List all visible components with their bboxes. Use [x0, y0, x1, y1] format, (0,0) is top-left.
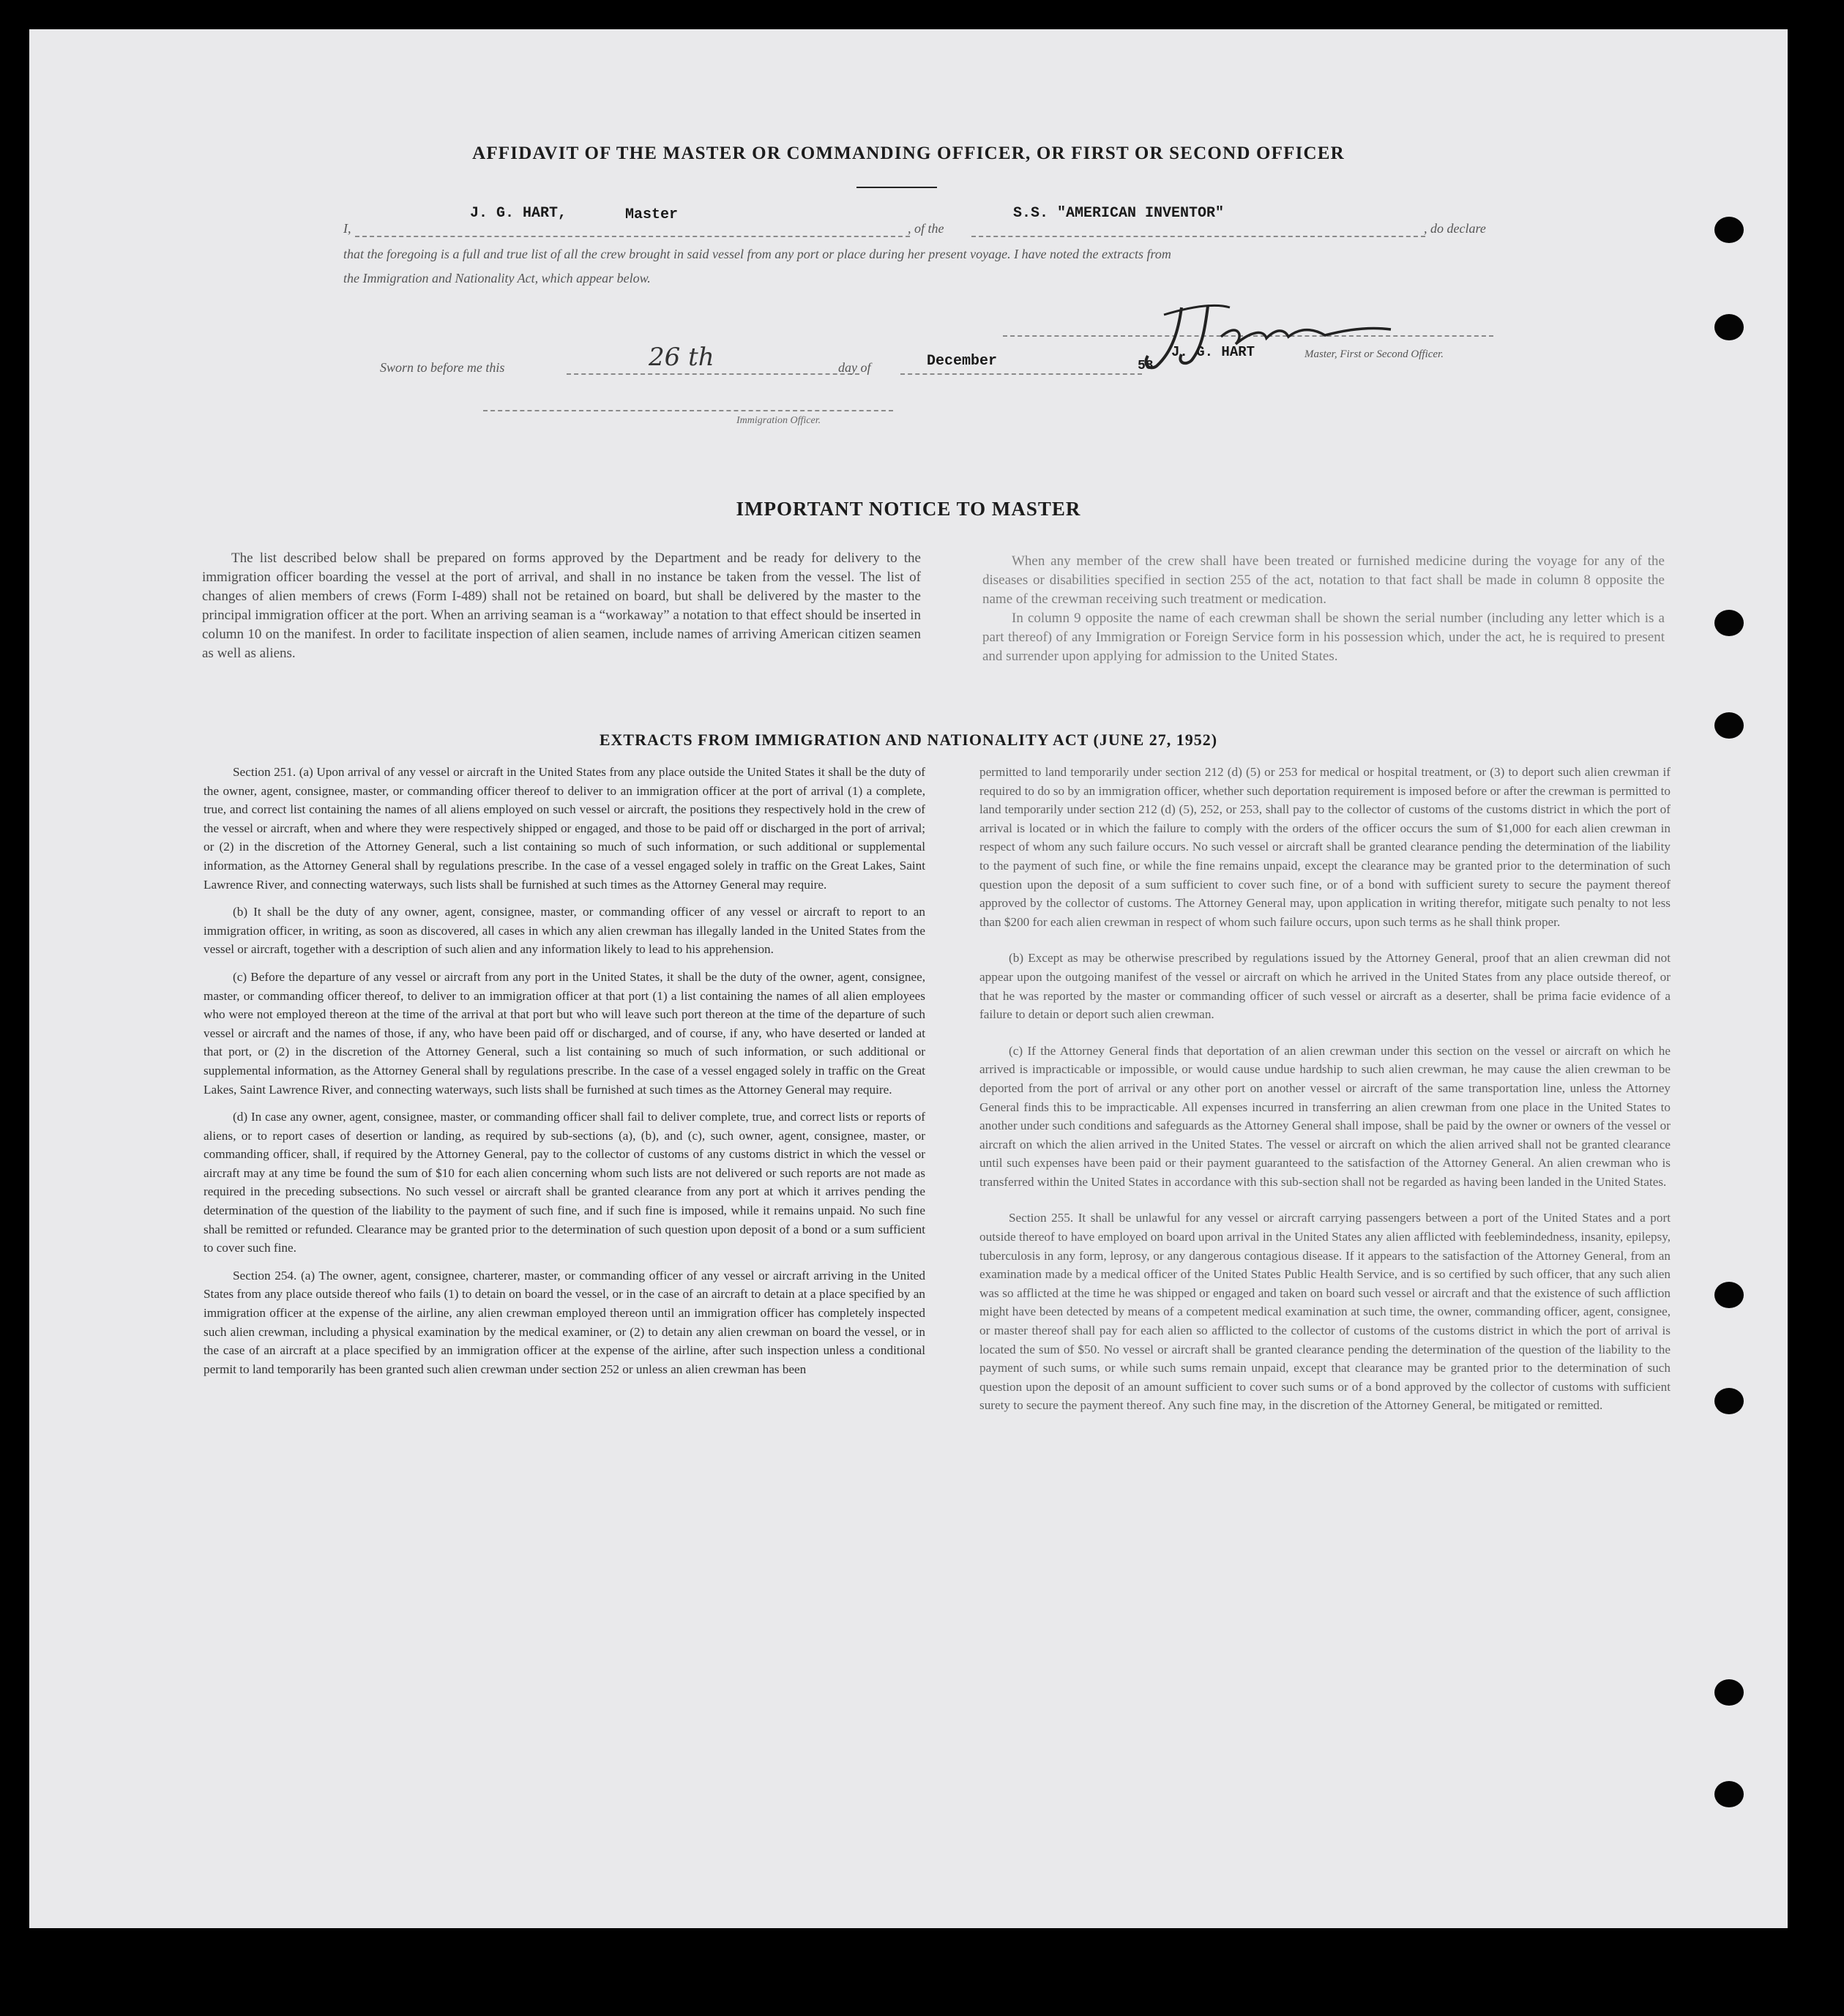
- extracts-title: EXTRACTS FROM IMMIGRATION AND NATIONALITY ACT (JUNE 27, 1952): [599, 731, 1218, 749]
- notice-right-paragraph-1: When any member of the crew shall have been treated or furnished medicine during the voyage for any of the diseases or disabilities specified in section 255 of the act, notation to that fact shall be made in column 8 opposite the name of the crewman receiving such treatment or medication.: [982, 553, 1665, 607]
- declaration-line-2: the Immigration and Nationality Act, which appear below.: [343, 271, 651, 285]
- notice-title: IMPORTANT NOTICE TO MASTER: [736, 498, 1081, 520]
- master-rank: Master: [625, 206, 679, 223]
- punch-hole: [1714, 217, 1744, 243]
- master-name: J. G. HART,: [470, 205, 567, 222]
- immigration-officer-line: [483, 410, 893, 411]
- section-255: Section 255. It shall be unlawful for any vessel or aircraft carrying passengers between a port of the United States and a port outside thereof to have employed on board upon arrival in the United States any alien afflicted with feeblemindedness, insanity, epilepsy, tuberculosis in any form, leprosy, or any dangerous contagious disease. If it appears to the satisfaction of the Attorney General, from an examination made by a medical officer of the United States Public Health Service, and is so certified by such officer, that any such alien was so afflicted at the time he was shipped or engaged and taken on board such vessel or aircraft and that the existence of such affliction might have been detected by means of a competent medical examination at such time, the owner, commanding officer, agent, consignee, or master thereof shall pay for each alien so afflicted to the collector of customs of the customs district in which the port of arrival is located the sum of $50. No vessel or aircraft shall be granted clearance pending the determination of the question of the liability to the payment of such sums, or while such sums remain unpaid, except that clearance may be granted prior to the determination of such question upon the deposit of an amount sufficient to cover such sums or of a bond approved by the collector of customs with sufficient surety to secure the payment thereof. Any such fine may, in the discretion of the Attorney General, be mitigated or remitted.: [979, 1211, 1671, 1413]
- sworn-day-line: [567, 373, 859, 375]
- declaration-line-1: that the foregoing is a full and true list of all the crew brought in said vessel from any port or place during her present voyage. I have noted the extracts from: [343, 247, 1171, 261]
- section-254-b: (b) Except as may be otherwise prescribed by regulations issued by the Attorney General, proof that an alien crewman did not appear upon the outgoing manifest of the vessel or aircraft on which he arrived in the United States from any place outside thereof, or that he was reported by the master or commanding officer of such vessel or aircraft as a deserter, shall be prima facie evidence of a failure to detain or deport such alien crewman.: [979, 951, 1671, 1022]
- day-of-label: day of: [838, 360, 871, 375]
- name-field-line: [355, 236, 910, 237]
- punch-hole: [1714, 314, 1744, 340]
- punch-hole: [1714, 1781, 1744, 1807]
- vessel-name: S.S. "AMERICAN INVENTOR": [1013, 205, 1225, 222]
- notice-right-column: [982, 552, 1665, 673]
- affidavit-title: AFFIDAVIT OF THE MASTER OR COMMANDING OFFICER, OR FIRST OR SECOND OFFICER: [472, 143, 1345, 163]
- section-251-c: (c) Before the departure of any vessel or aircraft from any port in the United States, it shall be the duty of the owner, agent, consignee, master, or commanding officer thereof, to deliver to an immigration officer at that port (1) a list containing the names of all alien employees who were not employed thereon at the time of the arrival at that port but who will leave such port thereon at the time of the departure of such vessel or aircraft and the names of those, if any, who have been paid off or discharged, and of course, if any, who have deserted or landed at that port, or (2) in the discretion of the Attorney General, such a list containing so much of such information, or such additional or supplemental information, as the Attorney General shall by regulations prescribe. In the case of a vessel engaged solely in traffic on the Great Lakes, Saint Lawrence River, and connecting waterways, such lists shall be furnished at such times as the Attorney General may require.: [204, 969, 925, 1097]
- section-251-d: (d) In case any owner, agent, consignee, master, or commanding officer shall fail to deliver complete, true, and correct lists or reports of aliens, or to report cases of desertion or landing, as required by sub-sections (a), (b), and (c), such owner, agent, consignee, master, or commanding officer, shall, if required by the Attorney General, pay to the collector of customs of any customs district in which the vessel or aircraft may at any time be found the sum of $10 for each alien concerning whom such lists are not delivered or such reports are not made as required in the preceding subsections. No such vessel or aircraft shall be granted clearance from any port at which it arrives pending the determination of the question of the liability to the payment of such fine, and if such fine is imposed, while it remains unpaid. No such fine shall be remitted or refunded. Clearance may be granted prior to the determination of such question upon deposit of a bond or a sum sufficient to cover such fine.: [204, 1110, 925, 1255]
- section-254-a-continued: permitted to land temporarily under section 212 (d) (5) or 253 for medical or hospital treatment, or (3) to deport such alien crewman if required to do so by an immigration officer, whether such deportation requirement is imposed before or after the crewman is permitted to land temporarily under section 212 (d) (5), 252, or 253, shall pay to the collector of customs of the customs district in which the port of arrival is located or in which the failure to comply with the orders of the officer occurs the sum of $1,000 for each alien crewman in respect of whom any such failure occurs. No such vessel or aircraft shall be granted clearance pending the determination of the liability to the payment of such fine, or while the fine remains unpaid, except the clearance may be granted prior to the determination of such question upon the deposit of a sum sufficient to cover such fine, or of a bond with sufficient surety to secure the payment thereof approved by the collector of customs. The Attorney General may, upon application in writing therefor, mitigate such penalty to not less than $200 for each alien crewman in respect of whom such failure occurs, upon such terms as he shall think proper.: [979, 765, 1671, 929]
- title-divider: [856, 187, 937, 188]
- section-254-c: (c) If the Attorney General finds that deportation of an alien crewman under this section on the vessel or aircraft on which he arrived is impracticable or impossible, or would cause undue hardship to such alien crewman, he may cause the alien crewman to be deported from the port of arrival or any other port on another vessel or aircraft of the same transportation line, unless the Attorney General finds this to be impracticable. All expenses incurred in transferring an alien crewman from one place in the United States to another under such conditions and safeguards as the Attorney General shall impose, shall be paid by the owner or owners of the vessel or aircraft on which the alien arrived in the United States. The vessel or aircraft on which the alien arrived shall not be granted clearance until such expenses have been paid or their payment guaranteed to the satisfaction of the Attorney General. An alien crewman who is transferred within the United States in accordance with this sub-section shall not be regarded as having been landed in the United States.: [979, 1043, 1671, 1189]
- notice-left-column: [202, 549, 921, 671]
- signer-caption: Master, First or Second Officer.: [1304, 348, 1444, 360]
- sworn-day-handwritten: 26 th: [649, 343, 714, 372]
- vessel-field-line: [971, 236, 1425, 237]
- year: 58: [1138, 359, 1154, 373]
- extracts-left-column: [204, 763, 925, 1387]
- prefix-i: I,: [343, 221, 351, 236]
- of-the-label: , of the: [908, 221, 944, 236]
- sworn-label: Sworn to before me this: [380, 360, 505, 375]
- month: December: [927, 353, 998, 370]
- punch-hole: [1714, 1282, 1744, 1308]
- immigration-officer-label: Immigration Officer.: [736, 415, 821, 426]
- do-declare-label: , do declare: [1424, 221, 1486, 236]
- signature-handwritten: [1135, 293, 1398, 381]
- notice-left-paragraph: The list described below shall be prepared on forms approved by the Department and be ready for delivery to the immigration officer boarding the vessel at the port of arrival, and shall in no instance be taken from the vessel. The list of changes of alien members of crews (Form I-489) shall not be retained on board, but shall be delivered by the master to the principal immigration officer at the port. When an arriving seaman is a “workaway” a notation to that effect should be inserted in column 10 on the manifest. In order to facilitate inspection of alien seamen, include names of arriving American citizen seamen as well as aliens.: [202, 550, 921, 661]
- signer-typed: J. G. HART: [1171, 344, 1255, 360]
- notice-right-paragraph-2: In column 9 opposite the name of each crewman shall be shown the serial number (including any letter which is a part thereof) of any Immigration or Foreign Service form in his possession which, under the act, he is required to present and surrender upon applying for admission to the United States.: [982, 611, 1665, 664]
- punch-hole: [1714, 610, 1744, 636]
- section-254-a: Section 254. (a) The owner, agent, consignee, charterer, master, or commanding officer of any vessel or aircraft arriving in the United States from any place outside thereof who fails (1) to detain on board the vessel, or in the case of an aircraft to detain at a place specified by an immigration officer at the expense of the airline, any alien crewman employed thereon until an immigration officer has completely inspected such alien crewman, including a physical examination by the medical examiner, or (2) to detain any alien crewman on board the vessel, or in the case of an aircraft at a place specified by an immigration officer at the expense of the airline, after such inspection unless a conditional permit to land temporarily has been granted such alien crewman under section 252 or unless an alien crewman has been: [204, 1268, 925, 1376]
- month-line: [900, 373, 1142, 375]
- section-251-b: (b) It shall be the duty of any owner, agent, consignee, master, or commanding officer of any vessel or aircraft to report to an immigration officer, in writing, as soon as discovered, all cases in which any alien crewman has illegally landed in the United States from the vessel or aircraft, together with a description of such alien and any information likely to lead to his apprehension.: [204, 905, 925, 957]
- document-page: [29, 29, 1788, 1928]
- punch-hole: [1714, 1679, 1744, 1706]
- section-251-a: Section 251. (a) Upon arrival of any vessel or aircraft in the United States from any place outside the United States it shall be the duty of the owner, agent, consignee, master, or commanding officer thereof to deliver to an immigration officer at the port of arrival (1) a complete, true, and correct list containing the names of all aliens employed on such vessel or aircraft, the positions they respectively hold in the crew of the vessel or aircraft, when and where they were respectively shipped or engaged, and those to be paid off or discharged in the port of arrival; or (2) in the discretion of the Attorney General, such a list containing so much of such information, or such additional or supplemental information, as the Attorney General shall by regulations prescribe. In the case of a vessel engaged solely in traffic on the Great Lakes, Saint Lawrence River, and connecting waterways, such lists shall be furnished at such times as the Attorney General may require.: [204, 765, 925, 892]
- extracts-right-column: [979, 763, 1671, 1424]
- punch-hole: [1714, 1388, 1744, 1414]
